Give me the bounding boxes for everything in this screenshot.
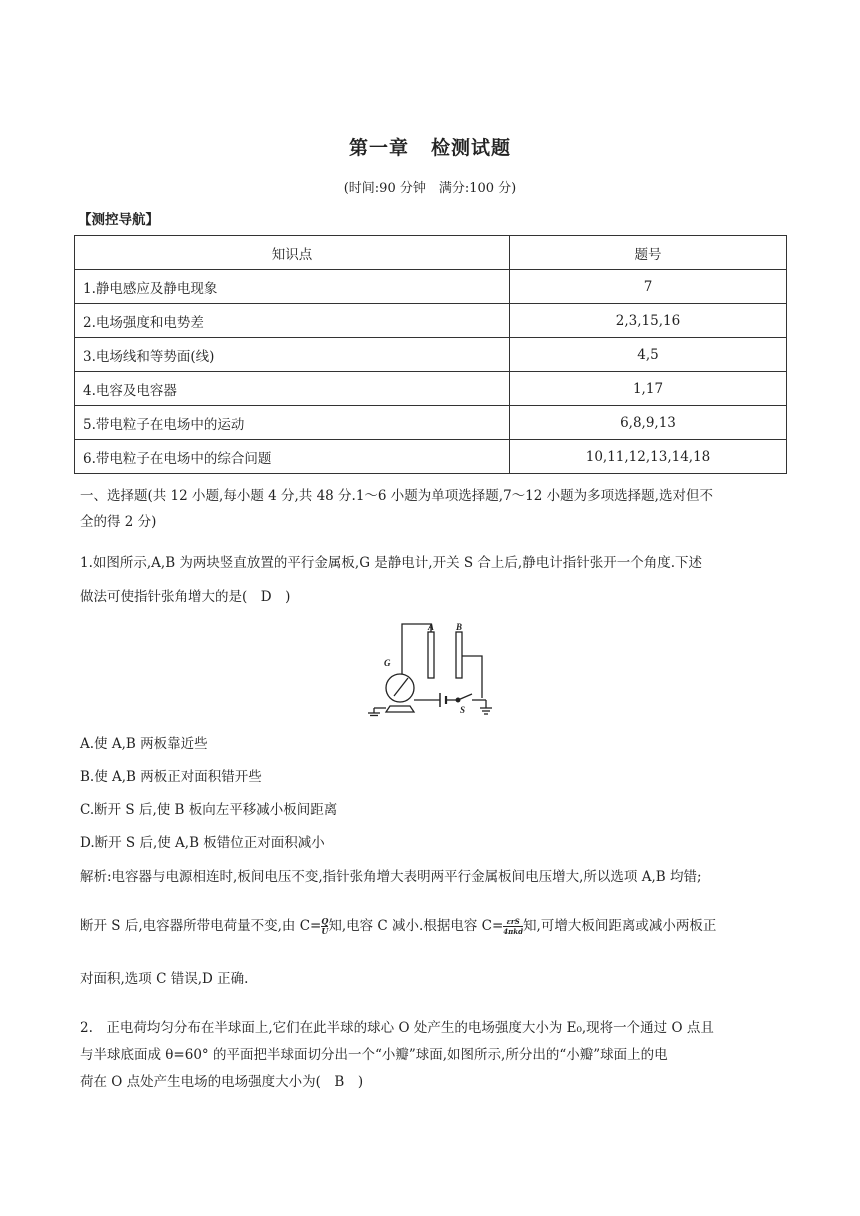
page-title [0,133,860,160]
question-line: 与半球底面成 θ=60° 的平面把半球面切分出一个“小瓣”球面,如图所示,所分出的“小瓣”球面上的电 [80,1047,668,1063]
table-row [75,406,787,440]
exam-info: (时间:90 分钟 满分:100 分) [343,181,517,196]
question-line: 2. 正电荷均匀分布在半球面上,它们在此半球的球心 O 处产生的电场强度大小为 E₀,现将一个通过 O 点且 [80,1020,714,1036]
q1-analysis-line3: 对面积,选项 C 错误,D 正确. [80,971,249,987]
topic-cell: 4.电容及电容器 [75,372,510,406]
plate-a-label: A [428,622,435,632]
numbers-cell: 1,17 [510,372,787,406]
topic-cell: 2.电场强度和电势差 [75,304,510,338]
plate-a [428,632,434,678]
switch-label: S [460,705,466,715]
topic-cell: 1.静电感应及静电现象 [75,270,510,304]
question-line: 1.如图所示,A,B 为两块竖直放置的平行金属板,G 是静电计,开关 S 合上后,静电计指针张开一个角度.下述 [80,555,702,571]
fraction-capacitance-formula: $\frac{\text{εrS}}{\text{4πkd}}$ [503,917,524,936]
analysis-text: 断开 S 后,电容器所带电荷量不变,由 C= [80,918,322,934]
table-row [75,338,787,372]
numbers-cell: 4,5 [510,338,787,372]
analysis-text: 知,可增大板间距离或减小两板正 [523,918,717,934]
knowledge-point-table [74,235,787,474]
navigation-label: 【测控导航】 [78,212,159,228]
electrometer-label: G [384,658,391,668]
test-name: 检测试题 [431,137,512,159]
question-line: 做法可使指针张角增大的是( D ) [80,589,291,605]
chapter-label: 第一章 [348,137,409,159]
topic-cell: 6.带电粒子在电场中的综合问题 [75,440,510,474]
q1-analysis-line2 [80,916,790,936]
q1-option-c: C.断开 S 后,使 B 板向左平移减小板间距离 [80,802,338,818]
section-line: 全的得 2 分) [80,514,157,530]
header-topic: 知识点 [75,236,510,270]
numbers-cell: 2,3,15,16 [510,304,787,338]
table-row [75,270,787,304]
q1-option-b: B.使 A,B 两板正对面积错开些 [80,769,262,785]
question-1-stem [80,553,790,607]
table-row [75,304,787,338]
plate-b [456,632,462,678]
section-heading [80,486,790,532]
q1-option-d: D.断开 S 后,使 A,B 板错位正对面积减小 [80,835,325,851]
table-row [75,440,787,474]
question-2-stem [80,1015,790,1096]
fraction-q-over-u: $\frac{Q}{U}$ [321,916,329,936]
analysis-text: 知,电容 C 减小.根据电容 C= [328,918,504,934]
plate-b-label: B [456,622,463,632]
question-line: 荷在 O 点处产生电场的电场强度大小为( B ) [80,1074,364,1090]
capacitor-circuit-diagram [362,620,500,717]
topic-cell: 3.电场线和等势面(线) [75,338,510,372]
numbers-cell: 10,11,12,13,14,18 [510,440,787,474]
numbers-cell: 7 [510,270,787,304]
topic-cell: 5.带电粒子在电场中的运动 [75,406,510,440]
section-line: 一、选择题(共 12 小题,每小题 4 分,共 48 分.1～6 小题为单项选择题,7～12 小题为多项选择题,选对但不 [80,488,713,504]
header-question-number: 题号 [510,236,787,270]
q1-option-a: A.使 A,B 两板靠近些 [80,736,208,752]
table-header-row [75,236,787,270]
table-row [75,372,787,406]
q1-analysis-line1: 解析:电容器与电源相连时,板间电压不变,指针张角增大表明两平行金属板间电压增大,所以选项 A,B 均错; [80,869,702,885]
numbers-cell: 6,8,9,13 [510,406,787,440]
